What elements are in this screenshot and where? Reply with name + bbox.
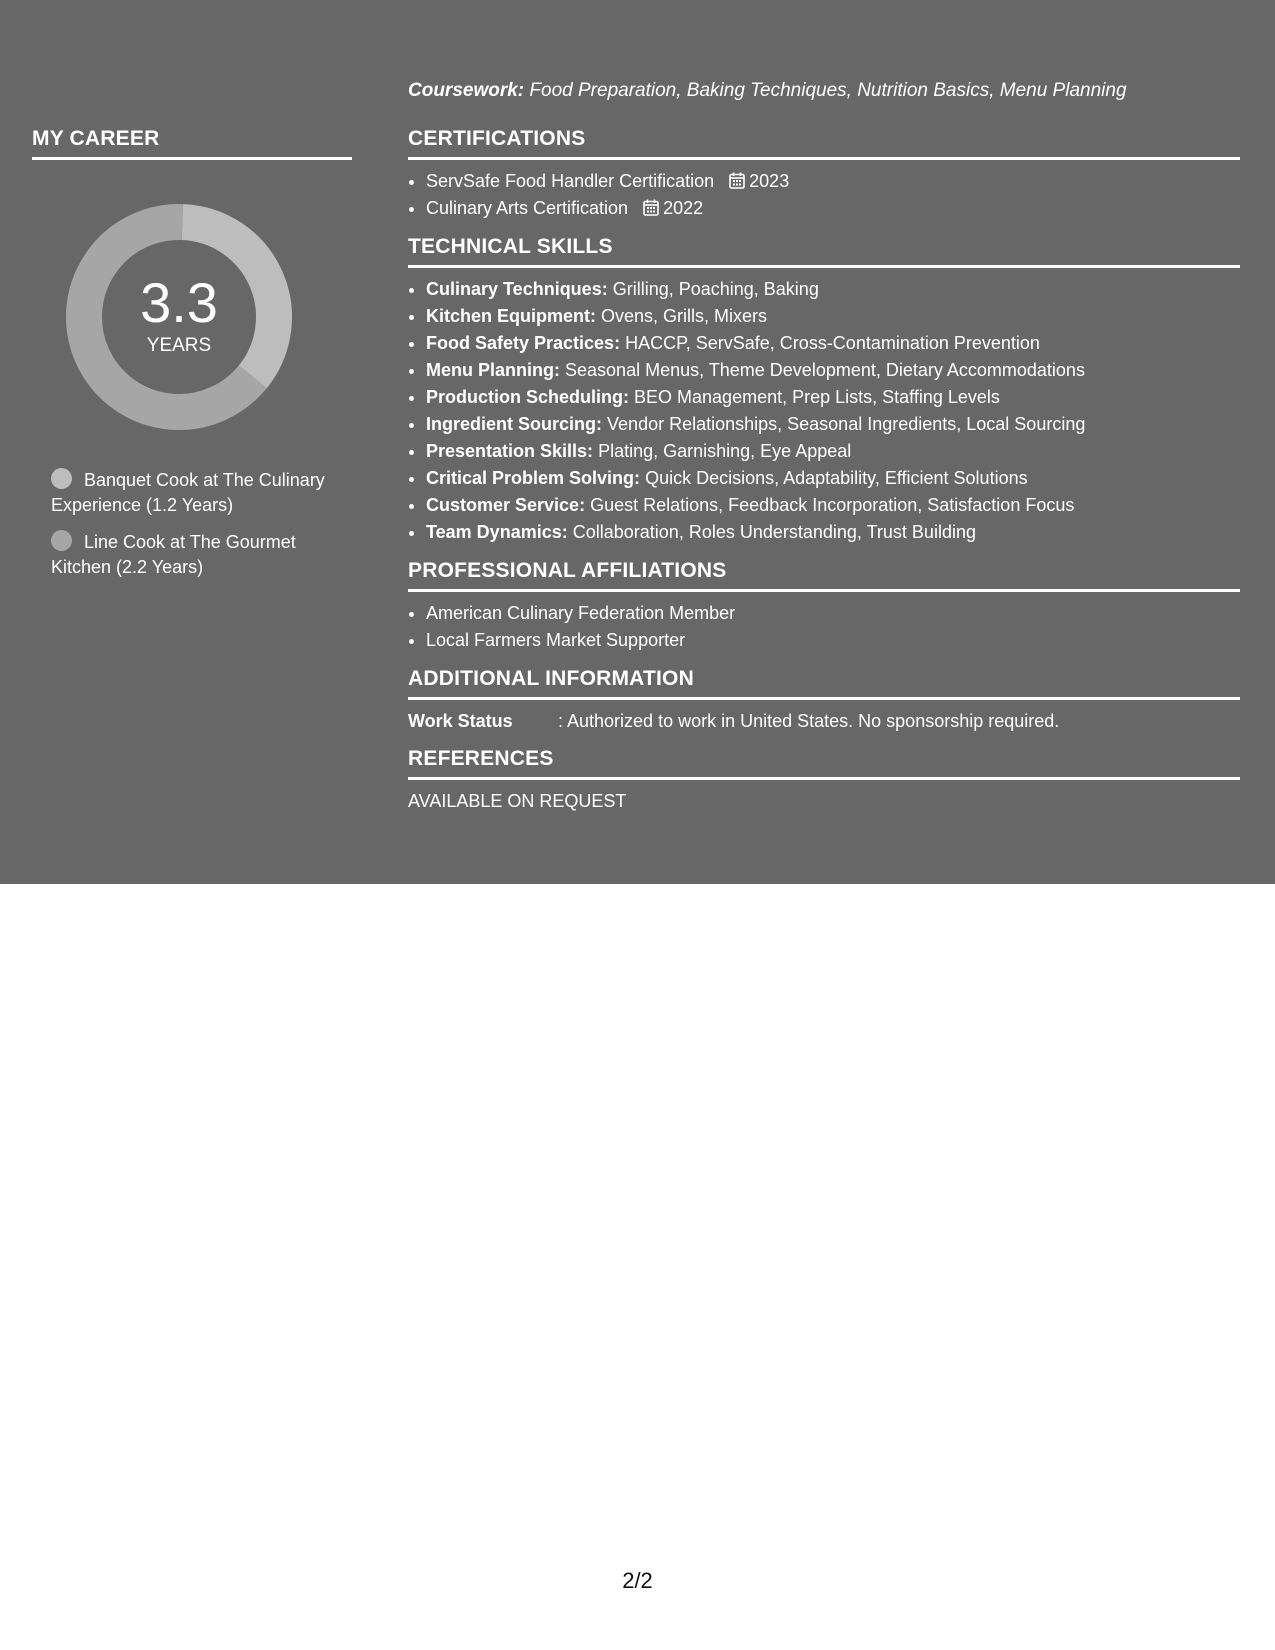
skill-value: Vendor Relationships, Seasonal Ingredients, Local Sourcing (607, 414, 1086, 434)
skill-value: HACCP, ServSafe, Cross-Contamination Prevention (625, 333, 1040, 353)
donut-center (66, 204, 292, 430)
total-years-value: 3.3 (140, 271, 218, 334)
coursework-line (408, 78, 1240, 104)
work-status-row (408, 708, 1240, 734)
skill-label: Critical Problem Solving: (426, 468, 641, 488)
work-status-value: : Authorized to work in United States. No sponsorship required. (558, 711, 1060, 731)
technical-skills-section (408, 234, 1240, 546)
legend-dot (51, 468, 72, 489)
skill-value: Quick Decisions, Adaptability, Efficient Solutions (645, 468, 1028, 488)
certifications-list (408, 168, 1240, 222)
list-item (426, 357, 1240, 384)
list-item (426, 195, 1240, 222)
skill-label: Culinary Techniques: (426, 279, 608, 299)
main-content (408, 78, 1240, 826)
additional-info-section (408, 666, 1240, 734)
affiliations-heading: PROFESSIONAL AFFILIATIONS (408, 558, 1240, 592)
coursework-label: Coursework: (408, 80, 525, 101)
legend-item (51, 468, 331, 518)
certifications-heading: CERTIFICATIONS (408, 126, 1240, 160)
page-number: 2/2 (622, 1568, 653, 1593)
skill-value: Ovens, Grills, Mixers (601, 306, 768, 326)
legend-label: Banquet Cook at The Culinary Experience (1.2 Years) (51, 470, 325, 515)
list-item (426, 438, 1240, 465)
certification-name: Culinary Arts Certification (426, 198, 629, 218)
list-item: • Local Farmers Market Supporter (426, 627, 1240, 654)
total-years-unit: YEARS (146, 335, 212, 356)
additional-info-heading: ADDITIONAL INFORMATION (408, 666, 1240, 700)
references-text: AVAILABLE ON REQUEST (408, 791, 627, 811)
career-legend (51, 468, 331, 580)
skill-value: Collaboration, Roles Understanding, Trust Building (572, 522, 976, 542)
list-item (426, 330, 1240, 357)
skill-label: Team Dynamics: (426, 522, 568, 542)
technical-skills-list (408, 276, 1240, 546)
skill-value: BEO Management, Prep Lists, Staffing Levels (634, 387, 1000, 407)
skill-label: Ingredient Sourcing: (426, 414, 603, 434)
career-heading: MY CAREER (32, 126, 352, 160)
coursework-value: Food Preparation, Baking Techniques, Nutrition Basics, Menu Planning (529, 80, 1127, 101)
references-heading: REFERENCES (408, 746, 1240, 780)
list-item (426, 168, 1240, 195)
work-status-label: Work Status (408, 711, 513, 731)
affiliations-section (408, 558, 1240, 654)
skill-value: Guest Relations, Feedback Incorporation, Satisfaction Focus (590, 495, 1075, 515)
skill-label: Menu Planning: (426, 360, 560, 380)
skill-label: Production Scheduling: (426, 387, 629, 407)
career-sidebar (32, 126, 352, 592)
skill-label: Kitchen Equipment: (426, 306, 596, 326)
legend-label: Line Cook at The Gourmet Kitchen (2.2 Years) (51, 532, 296, 577)
list-item (426, 276, 1240, 303)
certification-name: ServSafe Food Handler Certification (426, 171, 715, 191)
legend-dot (51, 530, 72, 551)
skill-label: Customer Service: (426, 495, 586, 515)
affiliations-list (408, 600, 1240, 654)
list-item (426, 303, 1240, 330)
skill-label: Presentation Skills: (426, 441, 594, 461)
list-item: • American Culinary Federation Member (426, 600, 1240, 627)
certification-year: 2023 (749, 171, 790, 191)
skill-value: Plating, Garnishing, Eye Appeal (598, 441, 852, 461)
skill-label: Food Safety Practices: (426, 333, 621, 353)
list-item (426, 465, 1240, 492)
skill-value: Grilling, Poaching, Baking (612, 279, 819, 299)
certification-year: 2022 (663, 198, 704, 218)
skill-value: Seasonal Menus, Theme Development, Dietary Accommodations (565, 360, 1085, 380)
career-donut-chart (66, 204, 292, 430)
calendar-icon (643, 199, 659, 216)
technical-skills-heading: TECHNICAL SKILLS (408, 234, 1240, 268)
certifications-section (408, 126, 1240, 222)
list-item (426, 384, 1240, 411)
list-item (426, 519, 1240, 546)
list-item (426, 492, 1240, 519)
calendar-icon (729, 172, 745, 189)
legend-item (51, 530, 331, 580)
references-section (408, 746, 1240, 814)
list-item (426, 411, 1240, 438)
